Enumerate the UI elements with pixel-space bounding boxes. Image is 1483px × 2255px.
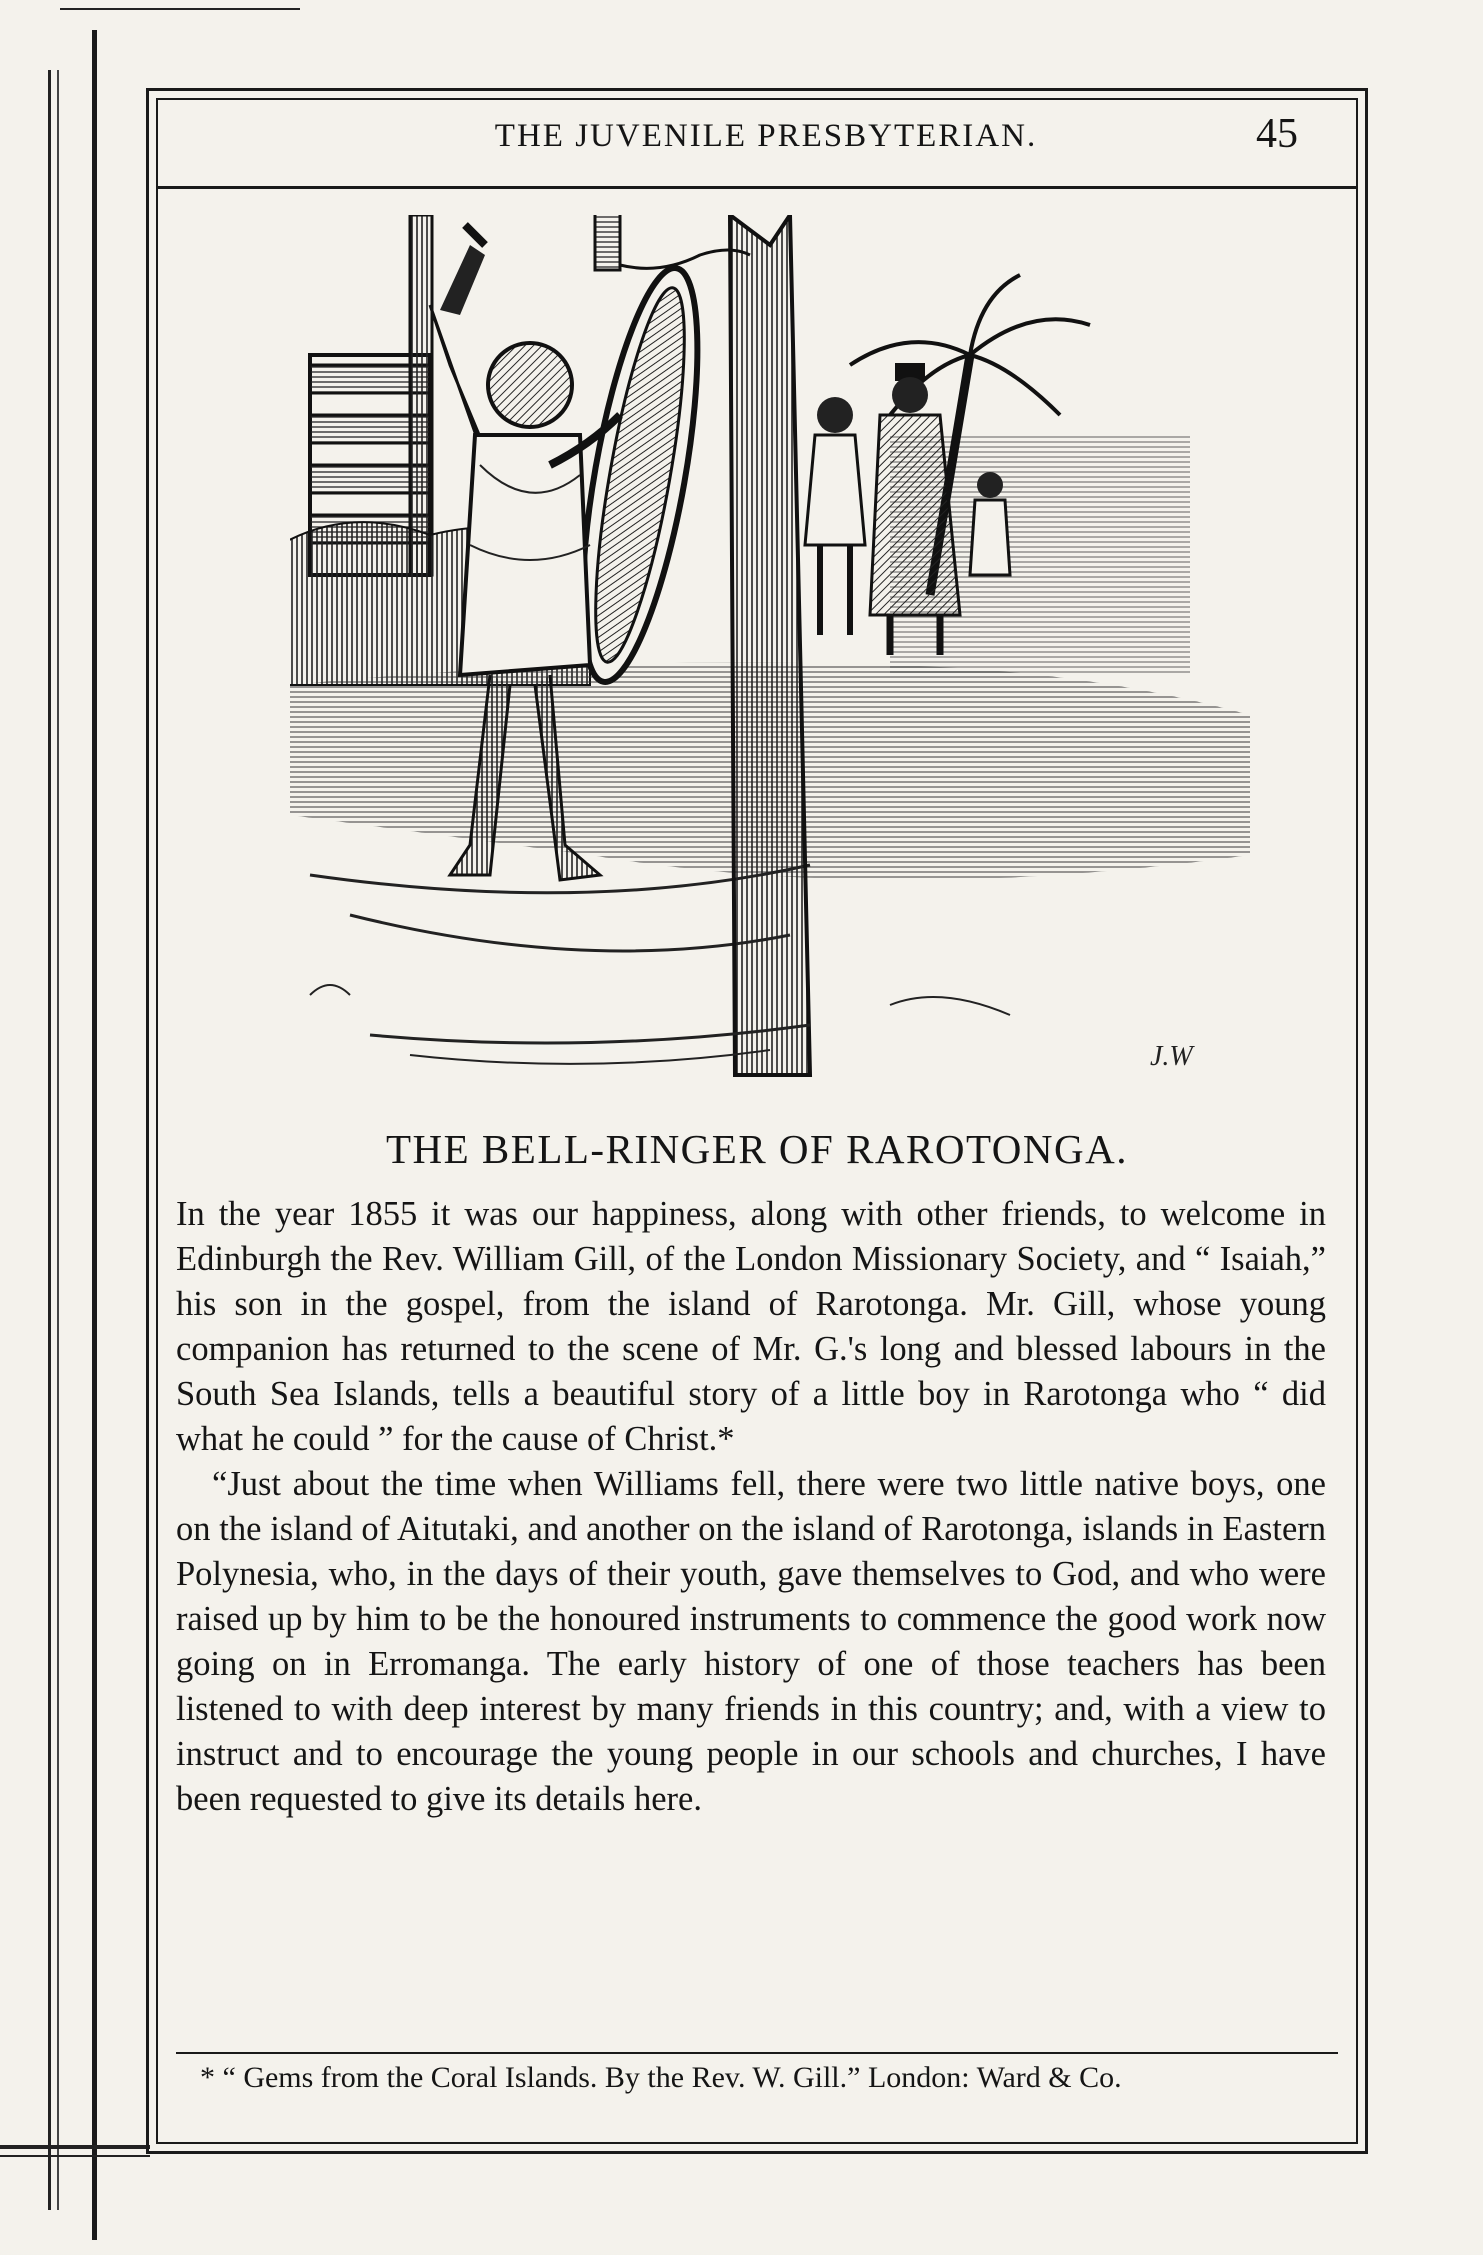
scan-edge-rule [60, 8, 300, 10]
article-body [176, 1192, 1326, 1822]
article-paragraph-1: In the year 1855 it was our happiness, along with other friends, to welcome in Edinburgh the Rev. William Gill, of the London Missionary Society, and “ Isaiah,” his son in the gospel, from the island of Rarotonga. Mr. Gill, whose young companion has returned to the scene of Mr. G.'s long and blessed labours in the South Sea Islands, tells a beautiful story of a little boy in Rarotonga who “ did what he could ” for the cause of Christ.* [176, 1195, 1326, 1458]
illustration-caption: THE BELL-RINGER OF RAROTONGA. [385, 1126, 1128, 1172]
page-binding-edge-inner [92, 30, 101, 2240]
footnote: * “ Gems from the Coral Islands. By the Rev. W. Gill.” London: Ward & Co. [200, 2061, 1122, 2094]
footnote-rule [176, 2052, 1338, 2054]
page-binding-edge [48, 70, 59, 2210]
page-header [176, 108, 1338, 188]
scan-edge-rule-bottom [0, 2145, 150, 2149]
article-paragraph-2: “Just about the time when Williams fell, there were two little native boys, one on the island of Aitutaki, and another on the island of Rarotonga, islands in Eastern Polynesia, who, in the days of their youth, gave themselves to God, and who were raised up by him to be the honoured instruments to commence the good work now going on in Erromanga. The early history of one of those teachers has been listened to with deep interest by many friends in this country; and, with a view to instruct and to encourage the young people in our schools and churches, I have been requested to give its details here. [176, 1465, 1326, 1818]
scan-edge-rule-bottom-thin [0, 2155, 150, 2157]
bell-ringer-engraving [290, 215, 1250, 1085]
page-number: 45 [1256, 111, 1298, 157]
header-rule [156, 186, 1358, 189]
engraver-signature: J.W [1150, 1041, 1193, 1072]
running-title: THE JUVENILE PRESBYTERIAN. [494, 118, 1038, 154]
